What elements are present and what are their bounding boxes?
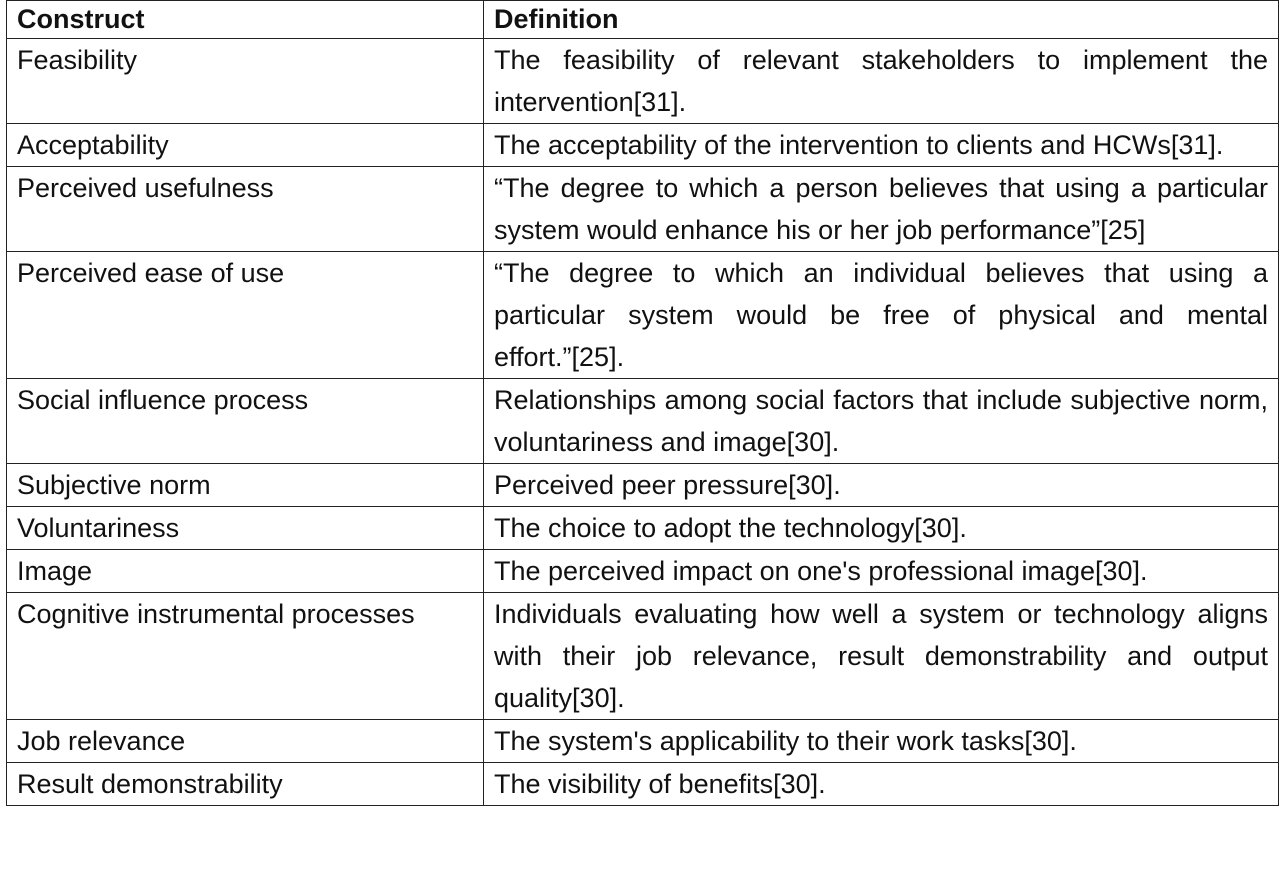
definition-cell: “The degree to which a person believes that using a particular system would enhance his or her job performance”[25] [484,167,1279,252]
definition-cell: “The degree to which an individual believes that using a particular system would be free of physical and mental effort.”[25]. [484,252,1279,379]
table-row [7,763,1279,806]
definition-cell: The perceived impact on one's professional image[30]. [484,550,1279,593]
table-row [7,124,1279,167]
construct-cell: Acceptability [7,124,484,167]
table-row [7,507,1279,550]
construct-cell: Perceived usefulness [7,167,484,252]
table-row [7,593,1279,720]
constructs-table-container [6,0,1278,806]
definition-cell: The feasibility of relevant stakeholders to implement the intervention[31]. [484,39,1279,124]
header-definition: Definition [484,1,1279,39]
construct-cell: Perceived ease of use [7,252,484,379]
table-row [7,379,1279,464]
constructs-table [6,0,1279,806]
construct-cell: Job relevance [7,720,484,763]
definition-cell: The system's applicability to their work tasks[30]. [484,720,1279,763]
table-row [7,464,1279,507]
definition-cell: Individuals evaluating how well a system or technology aligns with their job relevance, result demonstrability and output quality[30]. [484,593,1279,720]
table-row [7,720,1279,763]
definition-cell: The visibility of benefits[30]. [484,763,1279,806]
construct-cell: Subjective norm [7,464,484,507]
construct-cell: Feasibility [7,39,484,124]
definition-cell: The choice to adopt the technology[30]. [484,507,1279,550]
table-row [7,167,1279,252]
table-row [7,39,1279,124]
header-construct: Construct [7,1,484,39]
definition-cell: The acceptability of the intervention to clients and HCWs[31]. [484,124,1279,167]
table-row [7,550,1279,593]
construct-cell: Voluntariness [7,507,484,550]
construct-cell: Result demonstrability [7,763,484,806]
header-row [7,1,1279,39]
construct-cell: Image [7,550,484,593]
construct-cell: Social influence process [7,379,484,464]
table-row [7,252,1279,379]
construct-cell: Cognitive instrumental processes [7,593,484,720]
definition-cell: Relationships among social factors that include subjective norm, voluntariness and image[30]. [484,379,1279,464]
definition-cell: Perceived peer pressure[30]. [484,464,1279,507]
